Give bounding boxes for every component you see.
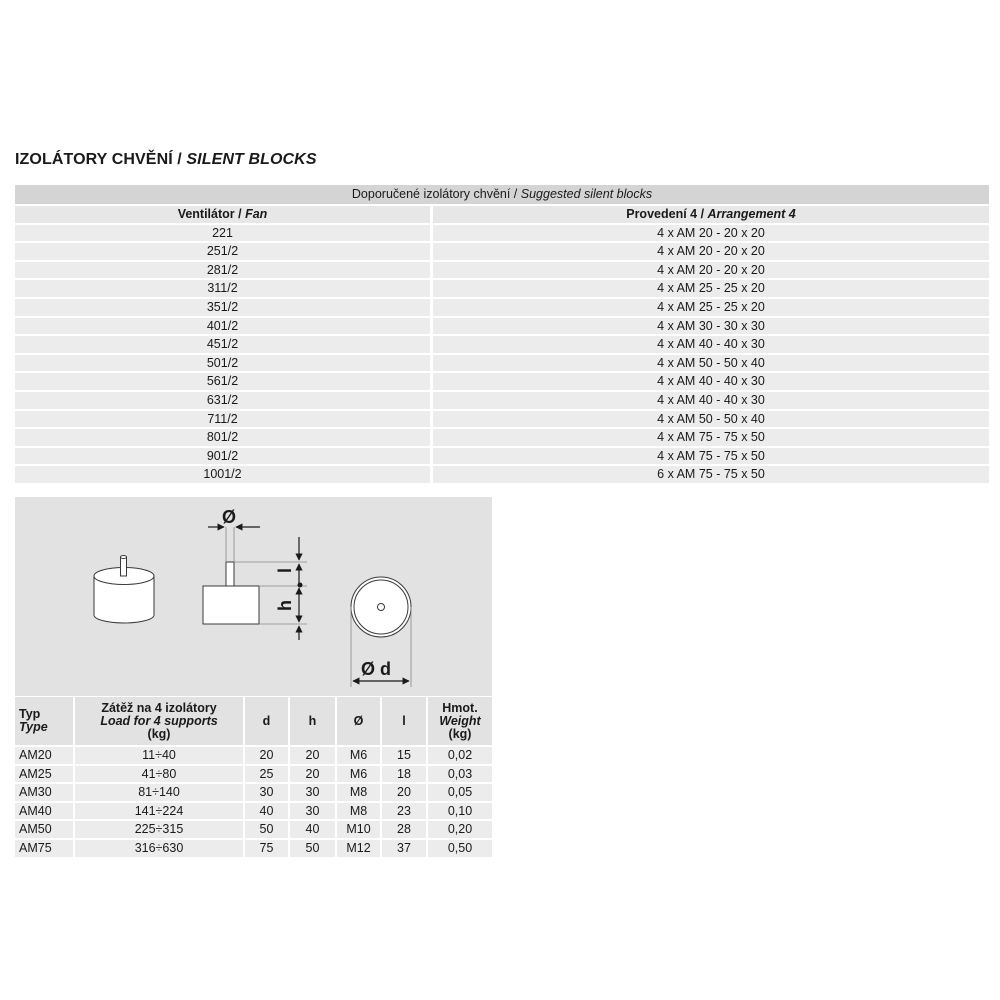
page-title: IZOLÁTORY CHVĚNÍ / SILENT BLOCKS <box>15 151 317 168</box>
arrangement-cell: 4 x AM 75 - 75 x 50 <box>433 446 989 465</box>
arrangement-cell: 4 x AM 40 - 40 x 30 <box>433 334 989 353</box>
d-cell: 40 <box>245 801 290 820</box>
table-row <box>15 801 492 820</box>
silent-block-specs-table <box>15 697 492 857</box>
l-cell: 23 <box>382 801 428 820</box>
table-row <box>15 297 989 316</box>
silent-block-3d-view <box>94 556 154 624</box>
fan-cell: 561/2 <box>15 371 433 390</box>
arrangement-cell: 4 x AM 50 - 50 x 40 <box>433 409 989 428</box>
load-cell: 141÷224 <box>75 801 245 820</box>
fan-cell: 801/2 <box>15 427 433 446</box>
fan-cell: 711/2 <box>15 409 433 428</box>
fan-cell: 281/2 <box>15 260 433 279</box>
table-row <box>15 745 492 764</box>
d-cell: 20 <box>245 745 290 764</box>
h-cell: 30 <box>290 782 337 801</box>
h-cell: 30 <box>290 801 337 820</box>
h-cell: 50 <box>290 838 337 857</box>
type-cell: AM75 <box>15 838 75 857</box>
fan-cell: 1001/2 <box>15 464 433 483</box>
d-cell: 75 <box>245 838 290 857</box>
load-cell: 11÷40 <box>75 745 245 764</box>
d-cell: 25 <box>245 764 290 783</box>
weight-cell: 0,10 <box>428 801 492 820</box>
table-row <box>15 260 989 279</box>
diameter-cell: M8 <box>337 782 382 801</box>
weight-cell: 0,20 <box>428 819 492 838</box>
diameter-cell: M12 <box>337 838 382 857</box>
arrangement-cell: 4 x AM 75 - 75 x 50 <box>433 427 989 446</box>
fan-cell: 401/2 <box>15 316 433 335</box>
column-header-arrangement: Provedení 4 / Arrangement 4 <box>433 204 989 223</box>
column-header-type: Typ Type <box>15 697 75 745</box>
column-header-l: l <box>382 697 428 745</box>
arrangement-cell: 4 x AM 40 - 40 x 30 <box>433 390 989 409</box>
type-cell: AM40 <box>15 801 75 820</box>
weight-cell: 0,05 <box>428 782 492 801</box>
type-cell: AM20 <box>15 745 75 764</box>
arrangement-cell: 6 x AM 75 - 75 x 50 <box>433 464 989 483</box>
fan-cell: 311/2 <box>15 278 433 297</box>
pin-length-label: l <box>275 567 295 573</box>
table-row <box>15 446 989 465</box>
arrangement-cell: 4 x AM 30 - 30 x 30 <box>433 316 989 335</box>
d-cell: 30 <box>245 782 290 801</box>
d-cell: 50 <box>245 819 290 838</box>
column-header-d: d <box>245 697 290 745</box>
table-row <box>15 764 492 783</box>
diameter-label: Ø d <box>361 659 391 679</box>
fan-cell: 451/2 <box>15 334 433 353</box>
arrangement-cell: 4 x AM 20 - 20 x 20 <box>433 241 989 260</box>
load-cell: 41÷80 <box>75 764 245 783</box>
l-cell: 15 <box>382 745 428 764</box>
silent-block-drawing <box>15 497 492 696</box>
column-header-load: Zátěž na 4 izolátory Load for 4 supports (kg) <box>75 697 245 745</box>
arrangement-cell: 4 x AM 25 - 25 x 20 <box>433 297 989 316</box>
arrangement-cell: 4 x AM 20 - 20 x 20 <box>433 223 989 242</box>
diameter-cell: M6 <box>337 764 382 783</box>
fan-cell: 501/2 <box>15 353 433 372</box>
suggested-silent-blocks-table <box>15 185 989 483</box>
table-row <box>15 353 989 372</box>
table-row <box>15 464 989 483</box>
table-row <box>15 223 989 242</box>
table-banner-title: Doporučené izolátory chvění / Suggested silent blocks <box>15 185 989 204</box>
table-row <box>15 334 989 353</box>
arrangement-cell: 4 x AM 20 - 20 x 20 <box>433 260 989 279</box>
table-row <box>15 316 989 335</box>
fan-cell: 221 <box>15 223 433 242</box>
column-header-h: h <box>290 697 337 745</box>
column-header-weight: Hmot. Weight (kg) <box>428 697 492 745</box>
fan-cell: 351/2 <box>15 297 433 316</box>
h-cell: 20 <box>290 745 337 764</box>
fan-cell: 251/2 <box>15 241 433 260</box>
table-row <box>15 278 989 297</box>
column-header-diameter: Ø <box>337 697 382 745</box>
specs-header-row <box>15 697 492 745</box>
diameter-cell: M6 <box>337 745 382 764</box>
dimension-dot <box>298 583 303 588</box>
l-cell: 28 <box>382 819 428 838</box>
weight-cell: 0,50 <box>428 838 492 857</box>
weight-cell: 0,03 <box>428 764 492 783</box>
arrangement-cell: 4 x AM 50 - 50 x 40 <box>433 353 989 372</box>
type-cell: AM50 <box>15 819 75 838</box>
technical-drawing <box>15 497 492 696</box>
height-label: h <box>275 600 295 611</box>
type-cell: AM25 <box>15 764 75 783</box>
fan-cell: 631/2 <box>15 390 433 409</box>
h-cell: 40 <box>290 819 337 838</box>
table-banner <box>15 185 989 204</box>
load-cell: 225÷315 <box>75 819 245 838</box>
load-cell: 316÷630 <box>75 838 245 857</box>
h-cell: 20 <box>290 764 337 783</box>
table-row <box>15 427 989 446</box>
column-header-fan: Ventilátor / Fan <box>15 204 433 223</box>
table-header-row <box>15 204 989 223</box>
pin-diameter-label: Ø <box>222 507 237 527</box>
table-row <box>15 782 492 801</box>
fan-cell: 901/2 <box>15 446 433 465</box>
arrangement-cell: 4 x AM 40 - 40 x 30 <box>433 371 989 390</box>
diameter-cell: M10 <box>337 819 382 838</box>
load-cell: 81÷140 <box>75 782 245 801</box>
arrangement-cell: 4 x AM 25 - 25 x 20 <box>433 278 989 297</box>
weight-cell: 0,02 <box>428 745 492 764</box>
table-row <box>15 390 989 409</box>
table-row <box>15 819 492 838</box>
l-cell: 18 <box>382 764 428 783</box>
table-row <box>15 838 492 857</box>
table-row <box>15 371 989 390</box>
l-cell: 37 <box>382 838 428 857</box>
table-row <box>15 241 989 260</box>
diameter-cell: M8 <box>337 801 382 820</box>
table-row <box>15 409 989 428</box>
l-cell: 20 <box>382 782 428 801</box>
type-cell: AM30 <box>15 782 75 801</box>
